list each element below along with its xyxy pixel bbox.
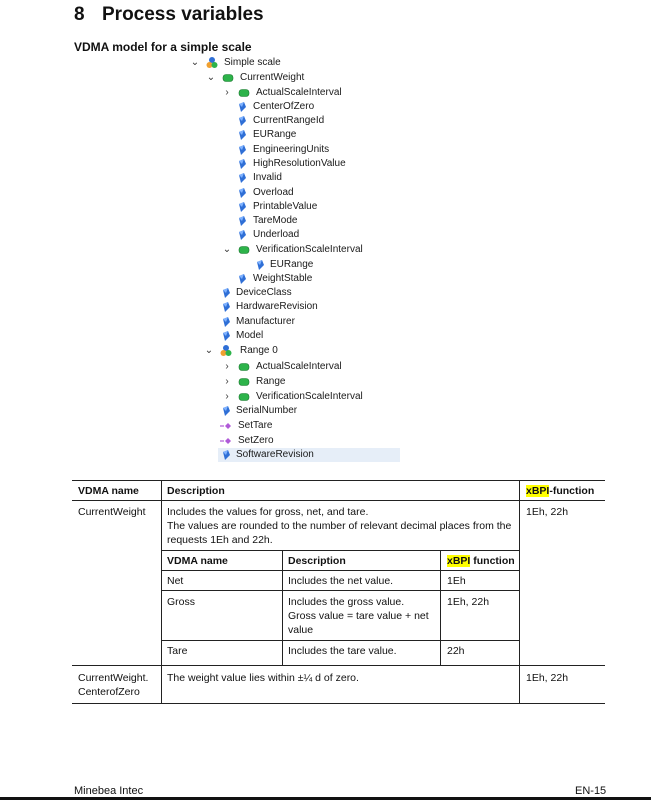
chevron-down-icon[interactable]: ⌄ xyxy=(222,244,232,255)
table-cell-desc: requests 1Eh and 22h. xyxy=(167,534,273,546)
inner-cell-desc: Includes the gross value. xyxy=(288,596,405,608)
section-number: 8 xyxy=(74,4,85,25)
tree-node-label: Overload xyxy=(253,187,294,198)
property-icon xyxy=(236,228,248,242)
tree-node-label: VerificationScaleInterval xyxy=(256,244,363,255)
tree-node-label: ActualScaleInterval xyxy=(256,87,342,98)
property-icon xyxy=(236,143,248,157)
method-icon xyxy=(220,434,232,448)
subheading: VDMA model for a simple scale xyxy=(74,40,252,54)
inner-cell-desc: Includes the tare value. xyxy=(288,645,397,657)
tree-node-label: CurrentWeight xyxy=(240,72,305,83)
table-cell-function: 1Eh, 22h xyxy=(526,506,569,518)
chevron-right-icon[interactable]: › xyxy=(225,87,229,98)
inner-table-top-rule xyxy=(161,550,519,551)
property-icon xyxy=(220,315,232,329)
tree-node-label: TareMode xyxy=(253,215,298,226)
property-icon xyxy=(236,200,248,214)
tree-node-label: SetZero xyxy=(238,435,274,446)
col-header-xbpi-function xyxy=(526,484,594,498)
tree-node-label: PrintableValue xyxy=(253,201,318,212)
table-cell-desc: The values are rounded to the number of relevant decimal places from the xyxy=(167,520,512,532)
tree-node-label: SoftwareRevision xyxy=(236,449,314,460)
function-suffix: -function xyxy=(549,485,595,497)
table-cell-desc: Includes the values for gross, net, and tare. xyxy=(167,506,369,518)
property-icon xyxy=(236,214,248,228)
tree-node-label: Model xyxy=(236,330,264,341)
table-top-rule xyxy=(72,480,605,481)
inner-col-header-xbpi-function xyxy=(447,554,515,568)
object-cluster-icon xyxy=(220,344,232,358)
property-icon xyxy=(236,100,248,114)
tree-node-label: SetTare xyxy=(238,420,273,431)
table-col-rule xyxy=(161,480,162,703)
inner-cell-desc: Includes the net value. xyxy=(288,575,394,587)
tree-node-label: EngineeringUnits xyxy=(253,144,330,155)
tree-node-label: Range xyxy=(256,376,286,387)
inner-cell-name: Net xyxy=(167,575,184,587)
tree-node-label: DeviceClass xyxy=(236,287,292,298)
inner-cell-desc: Gross value = tare value + net xyxy=(288,610,429,622)
inner-table-col-rule xyxy=(282,550,283,665)
chevron-right-icon[interactable]: › xyxy=(225,376,229,387)
table-cell-name: CurrentWeight. xyxy=(78,672,149,684)
chevron-down-icon[interactable]: ⌄ xyxy=(190,57,200,68)
footer-page-number: EN-15 xyxy=(575,785,607,797)
tree-node-label: Range 0 xyxy=(240,345,278,356)
tree-node-label: WeightStable xyxy=(253,273,313,284)
table-cell-desc: The weight value lies within ±¼ d of zero. xyxy=(167,672,359,684)
inner-cell-name: Tare xyxy=(167,645,188,657)
inner-table-col-rule xyxy=(440,550,441,665)
chevron-down-icon[interactable]: ⌄ xyxy=(206,72,216,83)
xbpi-highlight: xBPI xyxy=(447,555,471,567)
property-icon xyxy=(236,114,248,128)
property-icon xyxy=(236,171,248,185)
tree-node-label: ActualScaleInterval xyxy=(256,361,342,372)
property-icon xyxy=(220,448,232,462)
inner-cell-function: 1Eh, 22h xyxy=(447,596,490,608)
method-icon xyxy=(220,419,232,433)
table-cell-name: CurrentWeight xyxy=(78,506,146,518)
xbpi-highlight: xBPI xyxy=(526,485,550,497)
chevron-down-icon[interactable]: ⌄ xyxy=(204,345,214,356)
table-col-rule xyxy=(519,480,520,703)
table-row-rule xyxy=(72,665,605,666)
property-icon xyxy=(236,186,248,200)
function-suffix: function xyxy=(470,555,515,567)
property-icon xyxy=(236,272,248,286)
property-icon xyxy=(254,258,266,272)
tree-node-label: VerificationScaleInterval xyxy=(256,391,363,402)
inner-cell-name: Gross xyxy=(167,596,196,608)
col-header-description: Description xyxy=(167,485,225,497)
property-icon xyxy=(220,404,232,418)
table-bottom-rule xyxy=(72,703,605,704)
property-icon xyxy=(220,300,232,314)
tree-node-label: CenterOfZero xyxy=(253,101,315,112)
table-cell-function: 1Eh, 22h xyxy=(526,672,569,684)
tree-node-label: Simple scale xyxy=(224,57,281,68)
inner-col-header-description: Description xyxy=(288,555,346,567)
footer-company: Minebea Intec xyxy=(74,785,144,797)
tree-node-software-revision[interactable] xyxy=(218,448,400,462)
tree-node-label: Manufacturer xyxy=(236,316,295,327)
inner-cell-desc: value xyxy=(288,624,314,636)
object-icon xyxy=(238,375,250,389)
tree-node-label: EURange xyxy=(253,129,297,140)
section-title: Process variables xyxy=(102,4,264,25)
tree-node-label: Invalid xyxy=(253,172,282,183)
tree-node-label: CurrentRangeId xyxy=(253,115,325,126)
inner-col-header-vdma-name: VDMA name xyxy=(167,555,228,567)
tree-node-label: SerialNumber xyxy=(236,405,298,416)
inner-table-row-rule xyxy=(161,590,519,591)
object-icon xyxy=(238,86,250,100)
property-icon xyxy=(220,329,232,343)
object-cluster-icon xyxy=(206,56,218,70)
property-icon xyxy=(236,157,248,171)
inner-table-row-rule xyxy=(161,640,519,641)
inner-cell-function: 1Eh xyxy=(447,575,466,587)
chevron-right-icon[interactable]: › xyxy=(225,391,229,402)
property-icon xyxy=(220,286,232,300)
object-icon xyxy=(238,390,250,404)
inner-table-header-rule xyxy=(161,570,519,571)
property-icon xyxy=(236,128,248,142)
table-cell-name: CenterofZero xyxy=(78,686,140,698)
tree-node-label: HighResolutionValue xyxy=(253,158,346,169)
tree-node-label: EURange xyxy=(270,259,314,270)
inner-cell-function: 22h xyxy=(447,645,465,657)
table-header-rule xyxy=(72,500,605,501)
object-icon xyxy=(238,360,250,374)
object-icon xyxy=(238,243,250,257)
tree-node-label: Underload xyxy=(253,229,300,240)
tree-node-label: HardwareRevision xyxy=(236,301,318,312)
object-icon xyxy=(222,71,234,85)
chevron-right-icon[interactable]: › xyxy=(225,361,229,372)
col-header-vdma-name: VDMA name xyxy=(78,485,139,497)
